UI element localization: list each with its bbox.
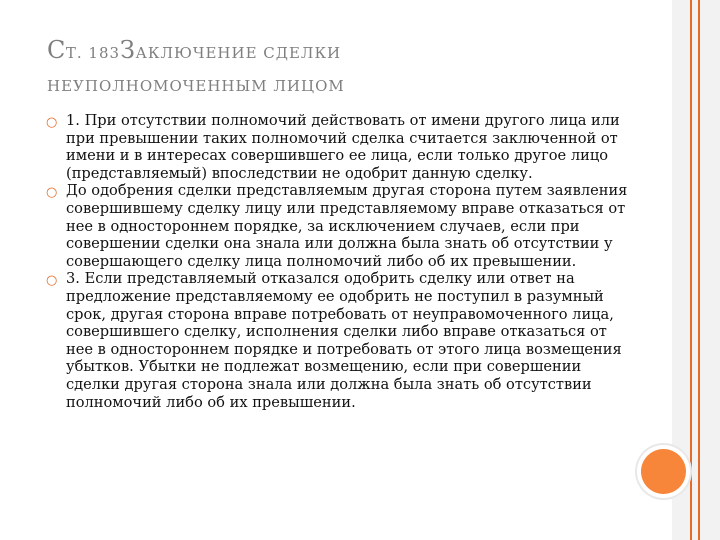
hollow-circle-bullet-icon: ○ (46, 273, 58, 289)
title-prefix-small: Т. 183 (65, 44, 121, 62)
title-rest: АКЛЮЧЕНИЕ СДЕЛКИ (135, 44, 342, 62)
title-line-2: НЕУПОЛНОМОЧЕННЫМ ЛИЦОМ (47, 77, 345, 95)
slide-content (46, 112, 636, 411)
list-item-text: 1. При отсутствии полномочий действовать от имени другого лица или при превышении таких полномочий сделка считается заключенной от имени и в интересах совершившего ее лица, если только другое лицо (представляемый) впоследствии не одобрит данную сделку. (66, 112, 620, 182)
accent-line-left (690, 0, 692, 540)
list-item (46, 182, 636, 270)
hollow-circle-bullet-icon: ○ (46, 115, 58, 130)
list-item (46, 270, 636, 411)
list-item-text: До одобрения сделки представляемым другая сторона путем заявления совершившему сделку лицу или представляемому вправе отказаться от нее в одностороннем порядке, за исключением случаев, если при совершении сделки она знала или должна была знать об отсутствии у совершающего сделку лица полномочий либо об их превышении. (66, 182, 628, 270)
list-item (46, 112, 636, 182)
title-line-1 (47, 32, 607, 71)
orange-circle-decoration (641, 449, 686, 494)
slide-title (47, 32, 607, 95)
title-prefix: С (47, 36, 66, 64)
hollow-circle-bullet-icon: ○ (46, 185, 58, 201)
list-item-text: 3. Если представляемый отказался одобрить сделку или ответ на предложение представляемому ее одобрить не поступил в разумный срок, другая сторона вправе потребовать от неуправомоченного лица, совершившего сделку, исполнения сделки либо вправе отказаться от нее в одностороннем порядке и потребовать от этого лица возмещения убытков. Убытки не подлежат возмещению, если при совершении сделки другая сторона знала или должна была знать об отсутствии полномочий либо об их превышении. (66, 270, 622, 411)
title-cap: З (120, 36, 136, 64)
accent-line-right (698, 0, 700, 540)
